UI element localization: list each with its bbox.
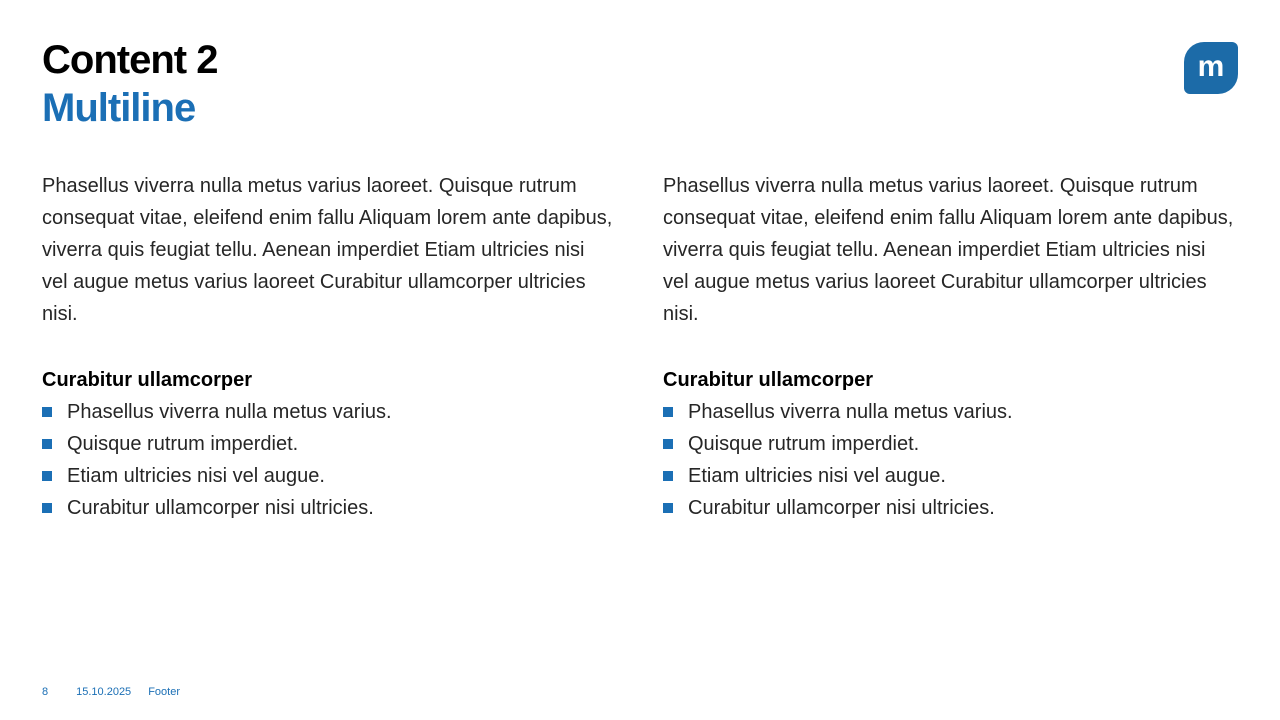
slide-footer (42, 686, 180, 698)
list-item (42, 492, 614, 524)
list-item-text: Quisque rutrum imperdiet. (688, 432, 920, 455)
body-paragraph: Phasellus viverra nulla metus varius laoreet. Quisque rutrum consequat vitae, eleifend enim fallu Aliquam lorem ante dapibus, viverra quis feugiat tellu. Aenean imperdiet Etiam ultricies nisi vel augue metus varius laoreet Curabitur ullamcorper ultricies nisi. (42, 175, 613, 325)
title-block (42, 36, 217, 132)
list-item-text: Phasellus viverra nulla metus varius. (67, 400, 392, 423)
content-column-right (663, 170, 1235, 524)
bullet-square-icon (663, 503, 673, 513)
bullet-square-icon (42, 439, 52, 449)
footer-date: 15.10.2025 (76, 686, 132, 698)
list-heading: Curabitur ullamcorper (663, 369, 874, 391)
footer-label: Footer (148, 686, 180, 698)
list-item (42, 396, 614, 428)
bullet-list (42, 396, 614, 524)
bullet-square-icon (663, 407, 673, 417)
bullet-square-icon (663, 439, 673, 449)
list-item-text: Phasellus viverra nulla metus varius. (688, 400, 1013, 423)
brand-logo-icon (1184, 42, 1238, 94)
list-item (663, 460, 1235, 492)
slide-title: Content 2 (42, 38, 218, 82)
bullet-list (663, 396, 1235, 524)
list-item-text: Curabitur ullamcorper nisi ultricies. (67, 496, 374, 519)
bullet-square-icon (42, 503, 52, 513)
list-item-text: Curabitur ullamcorper nisi ultricies. (688, 496, 995, 519)
content-column-left (42, 170, 614, 524)
list-item (42, 428, 614, 460)
list-item-text: Etiam ultricies nisi vel augue. (688, 464, 946, 487)
list-item-text: Etiam ultricies nisi vel augue. (67, 464, 325, 487)
list-heading: Curabitur ullamcorper (42, 369, 253, 391)
page-number: 8 (42, 686, 49, 698)
list-item (663, 492, 1235, 524)
list-item (42, 460, 614, 492)
bullet-square-icon (42, 471, 52, 481)
list-item (663, 428, 1235, 460)
body-paragraph: Phasellus viverra nulla metus varius laoreet. Quisque rutrum consequat vitae, eleifend enim fallu Aliquam lorem ante dapibus, viverra quis feugiat tellu. Aenean imperdiet Etiam ultricies nisi vel augue metus varius laoreet Curabitur ullamcorper ultricies nisi. (663, 175, 1234, 325)
list-item (663, 396, 1235, 428)
slide-subtitle: Multiline (42, 86, 196, 130)
bullet-square-icon (663, 471, 673, 481)
bullet-square-icon (42, 407, 52, 417)
brand-logo-letter: m (1197, 49, 1225, 83)
list-item-text: Quisque rutrum imperdiet. (67, 432, 299, 455)
